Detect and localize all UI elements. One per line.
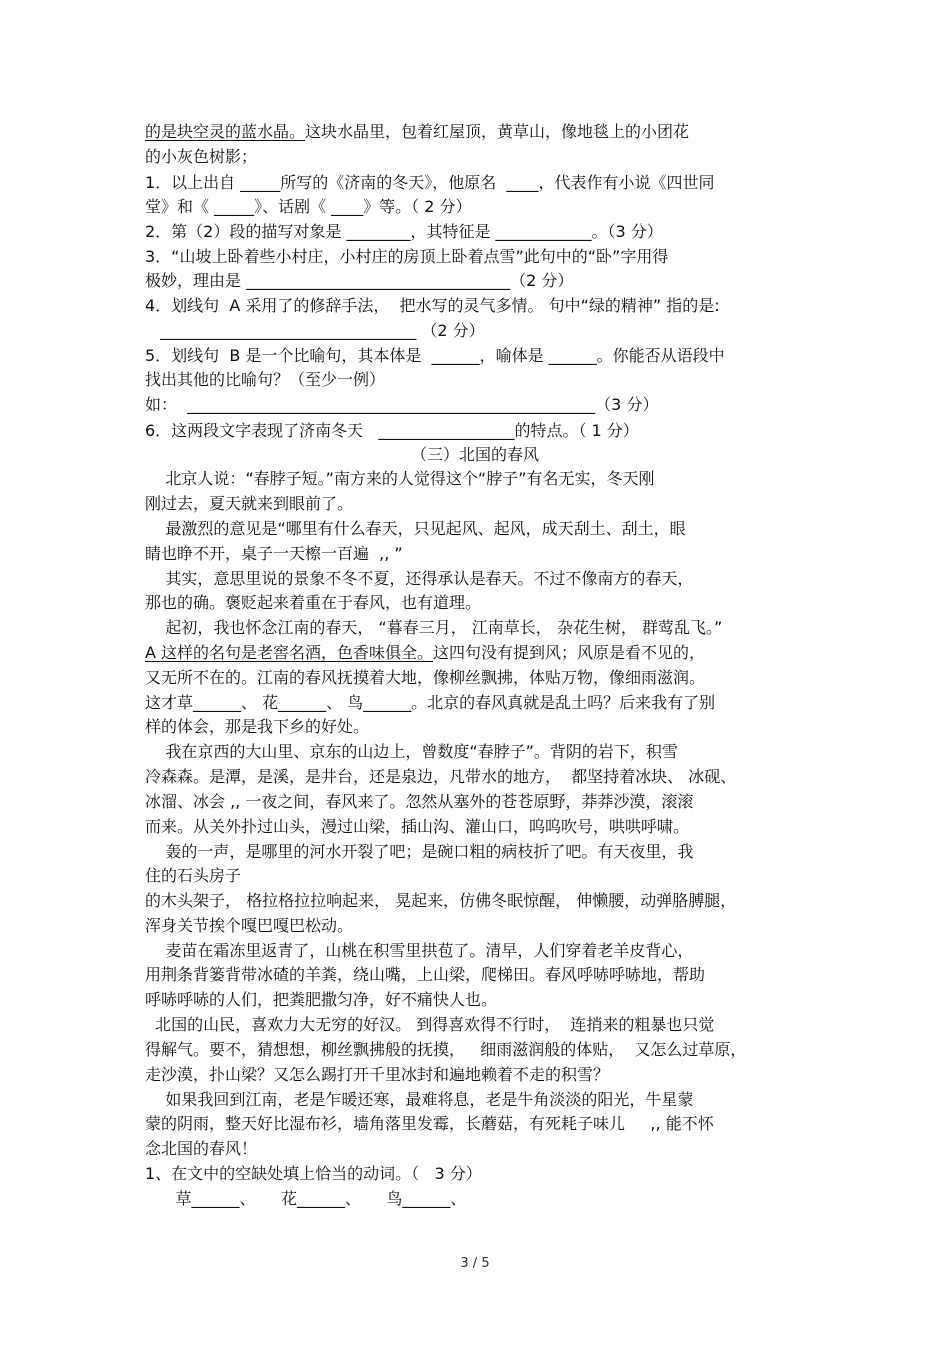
paragraph-line: 刚过去，夏天就来到眼前了。 [145, 494, 354, 513]
paragraph-line: 蒙的阴雨，整天好比湿布衫，墙角落里发霉，长蘑菇，有死耗子味儿 ,, 能不怀 [145, 1114, 714, 1133]
paragraph-line: 最激烈的意见是“哪里有什么春天，只见起风、起风，成天刮土、刮土，眼 [145, 519, 686, 538]
question-1: 1．以上出自 _____所写的《济南的冬天》，他原名 ____，代表作有小说《四世同 [145, 173, 715, 192]
text-line: ________________________________ （2 分） [145, 321, 485, 340]
underlined-phrase: 的是块空灵的蓝水晶。 [145, 122, 306, 141]
question-2: 2．第（2）段的描写对象是 ________，其特征是 ____________。（3 分） [145, 222, 663, 241]
paragraph-line: 如果我回到江南，老是乍暖还寒，最难将息，老是牛角淡淡的阳光，牛星蒙 [145, 1090, 694, 1109]
paragraph-line: 用荆条背篓背带冰碴的羊粪，绕山嘴，上山梁，爬梯田。春风呼哧呼哧地，帮助 [145, 965, 706, 984]
text-line [145, 121, 689, 143]
paragraph-line: 麦苗在霜冻里返青了，山桃在积雪里拱苞了。清早，人们穿着老羊皮背心， [145, 941, 694, 960]
paragraph-line: 那也的确。褒贬起来着重在于春风，也有道理。 [145, 593, 482, 612]
paragraph-line: 又无所不在的。江南的春风抚摸着大地，像柳丝飘拂，体贴万物，像细雨滋润。 [145, 668, 706, 687]
paragraph-line: 而来。从关外扑过山头，漫过山梁，插山沟、灌山口，呜呜吹号，哄哄呼啸。 [145, 817, 690, 836]
text-line: 堂》和《 _____》、话剧《 ____》等。（ 2 分） [145, 197, 472, 216]
exercise-1-blanks: 草______、 花______、 鸟______、 [145, 1189, 467, 1208]
paragraph-line: 住的石头房子 [145, 866, 242, 885]
paragraph-line: 这才草______、 花______、 鸟______。北京的春风真就是乱土吗？后来我有了别 [145, 693, 716, 712]
paragraph-line: 浑身关节挨个嘎巴嘎巴松动。 [145, 916, 354, 935]
underlined-sentence-a: A 这样的名句是老窖名酒，色香味俱全。 [145, 643, 434, 662]
paragraph-line: 轰的一声，是哪里的河水开裂了吧；是碗口粗的病枝折了吧。有天夜里，我 [145, 842, 694, 861]
text-line: 极妙，理由是 _________________________________（2 分） [145, 271, 574, 290]
exercise-1: 1、在文中的空缺处填上恰当的动词。（ 3 分） [145, 1164, 482, 1183]
paragraph-line: 样的体会，那是我下乡的好处。 [145, 717, 370, 736]
paragraph-line: 冷森森。是潭，是溪，是井台，还是泉边，凡带水的地方， 都坚持着冰块、 冰砚、 [145, 767, 737, 786]
paragraph-line: 睛也睁不开，桌子一天檫一百遍 ,, ” [145, 544, 403, 563]
paragraph-line: 得解气。要不，猜想想，柳丝飘拂般的抚摸， 细雨滋润般的体贴， 又怎么过草原， [145, 1040, 747, 1059]
text-span: 这块水晶里，包着红屋顶，黄草山，像地毯上的小团花 [305, 122, 690, 141]
section-title: （三）北国的春风 [410, 445, 539, 464]
text-line: 如： ___________________________________________________（3 分） [145, 395, 659, 414]
question-6: 6．这两段文字表现了济南冬天 _________________的特点。（ 1 分） [145, 421, 639, 440]
paragraph-line: 的木头架子， 格拉格拉拉响起来， 晃起来，仿佛冬眠惊醒， 伸懒腰，动弹胳膊腿， [145, 891, 737, 910]
text-span: 这四句没有提到风；风原是看不见的， [433, 643, 706, 662]
paragraph-line: 冰溜、冰会 ,, 一夜之间，春风来了。忽然从塞外的苍苍原野，莽莽沙漠，滚滚 [145, 792, 694, 811]
page-number: 3 / 5 [460, 1256, 490, 1271]
paragraph-line: 北国的山民，喜欢力大无穷的好汉。 到得喜欢得不行时， 连捎来的粗暴也只觉 [145, 1015, 715, 1034]
paragraph-line: 其实，意思里说的景象不冬不夏，还得承认是春天。不过不像南方的春天， [145, 569, 694, 588]
paragraph-line: 北京人说：“春脖子短。”南方来的人觉得这个“脖子”有名无实，冬天刚 [145, 469, 655, 488]
paragraph-line: 起初，我也怀念江南的春天， “暮春三月， 江南草长， 杂花生树， 群莺乱飞。” [145, 618, 723, 637]
paragraph-line [145, 642, 705, 664]
paragraph-line: 呼哧呼哧的人们，把粪肥撒匀净，好不痛快人也。 [145, 990, 498, 1009]
question-5: 5．划线句 B 是一个比喻句，其本体是 ______，喻体是 ______。你能否从语段中 [145, 346, 725, 365]
paragraph-line: 我在京西的大山里、京东的山边上，曾数度“春脖子”。背阴的岩下，积雪 [145, 742, 678, 761]
text-line: 的小灰色树影； [145, 147, 258, 166]
paragraph-line: 念北国的春风！ [145, 1139, 258, 1158]
text-line: 找出其他的比喻句？（至少一例） [145, 370, 386, 389]
question-4: 4．划线句 A 采用了的修辞手法， 把水写的灵气多情。 句中“绿的精神” 指的是: [145, 296, 720, 315]
question-3: 3．“山坡上卧着些小村庄，小村庄的房顶上卧着点雪”此句中的“卧”字用得 [145, 247, 669, 266]
paragraph-line: 走沙漠，扑山梁？又怎么踢打开千里冰封和遍地赖着不走的积雪？ [145, 1065, 610, 1084]
